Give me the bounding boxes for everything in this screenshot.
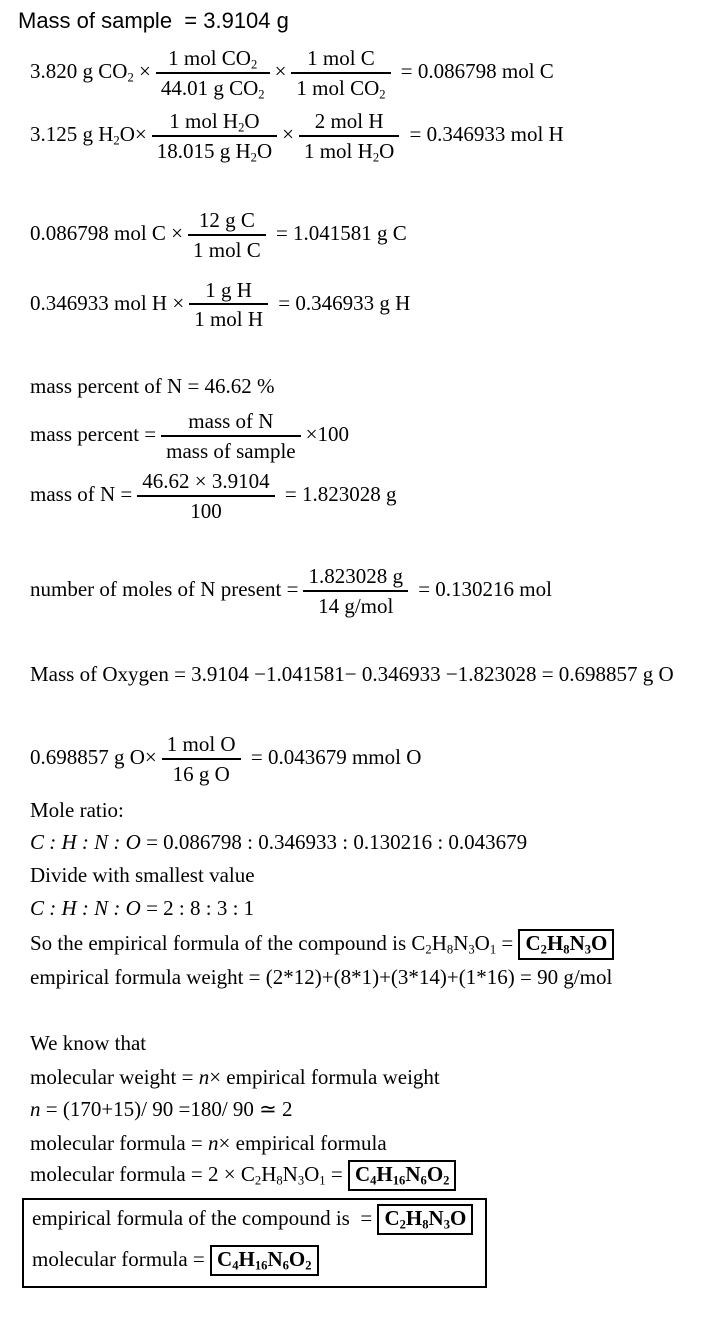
subscript: 8 — [563, 942, 570, 957]
text-run: O× — [119, 122, 147, 147]
subscript: 2 — [127, 70, 134, 85]
mole-ratio-values — [30, 830, 718, 855]
text-run: = 0.086798 : 0.346933 : 0.130216 : 0.043679 — [140, 829, 528, 854]
mass-of-oxygen-equation — [30, 662, 718, 687]
subscript: 2 — [113, 134, 120, 149]
fraction-denominator — [168, 762, 235, 787]
fraction-denominator — [152, 139, 277, 164]
text-run: O — [474, 931, 490, 955]
text-run: empirical formula of the compound is = — [32, 1206, 378, 1231]
subscript: 2 — [379, 87, 386, 102]
subscript: 2 — [238, 121, 245, 135]
fraction-bar — [161, 435, 300, 437]
text-run: 18.015 g H — [156, 139, 251, 164]
fraction-bar — [189, 303, 268, 305]
text-run: O — [426, 1162, 444, 1187]
text-run: 1 mol O — [166, 732, 236, 757]
subscript: 2 — [443, 1173, 450, 1188]
text-run: Divide with smallest value — [30, 863, 255, 888]
page-title: Mass of sample = 3.9104 g — [18, 8, 289, 33]
text-run: O — [379, 139, 395, 164]
fraction-denominator — [291, 76, 390, 101]
text-run: C — [525, 930, 541, 955]
subscript: 2 — [250, 57, 258, 72]
fraction — [161, 409, 300, 464]
fraction-denominator — [299, 139, 399, 164]
text-run: 0.346933 mol H × — [30, 290, 185, 315]
text-run: = — [325, 1162, 348, 1187]
fraction-bar — [299, 135, 399, 137]
subscript: 8 — [446, 942, 454, 957]
text-run: N — [428, 1206, 444, 1231]
fraction-denominator — [189, 307, 268, 332]
subscript: 1 — [319, 1174, 326, 1189]
text-run: × empirical formula — [218, 1130, 387, 1155]
subscript: 1 — [489, 942, 497, 957]
text-run: N — [453, 931, 469, 955]
text-run: We know that — [30, 1031, 147, 1056]
text-run: = 1.041581 g C — [270, 221, 407, 246]
fraction-numerator — [164, 109, 264, 134]
mole-ratio-label — [30, 798, 718, 823]
fraction-numerator — [163, 46, 262, 71]
text-run: O — [288, 1246, 306, 1271]
text-run: H — [431, 931, 447, 955]
molecular-weight-relation — [30, 1065, 718, 1090]
text-run: 44.01 g CO — [160, 75, 259, 100]
text-run: mass percent = — [30, 421, 157, 446]
text-run: = 0.346933 mol H — [404, 122, 564, 147]
fraction-numerator — [137, 469, 274, 494]
fraction — [152, 109, 277, 164]
fraction-numerator — [303, 564, 408, 589]
mass-percent-formula — [30, 409, 718, 464]
text-run: × — [274, 59, 287, 84]
text-run: C — [354, 1162, 371, 1187]
text-run: N — [405, 1162, 421, 1187]
we-know-that-label — [30, 1031, 718, 1056]
fraction-numerator — [302, 46, 380, 71]
text-run: = 1.823028 g — [279, 482, 397, 507]
text-run: mass of N = — [30, 482, 133, 507]
mol-h-from-h2o-equation — [30, 109, 718, 164]
fraction-denominator — [156, 76, 270, 101]
text-run: H — [405, 1206, 423, 1231]
text-run: Mole ratio: — [30, 797, 124, 822]
text-run: 46.62 × 3.9104 — [142, 469, 270, 494]
subscript: 3 — [297, 1174, 305, 1189]
empirical-formula-weight-line — [30, 965, 718, 990]
fraction — [156, 46, 270, 101]
grams-h-equation — [30, 278, 718, 333]
text-run: = 0.086798 mol C — [395, 59, 554, 84]
text-run: H — [546, 930, 564, 955]
text-run: = (170+15)/ 90 =180/ 90 ≃ 2 — [40, 1096, 293, 1121]
boxed-formula — [348, 1160, 457, 1191]
text-run: 3.125 g H — [30, 122, 114, 147]
italic-text-run: n — [30, 1096, 41, 1121]
text-run: 1.823028 g — [308, 563, 403, 588]
text-run: 1 mol H — [303, 139, 373, 164]
italic-text-run: n — [208, 1130, 219, 1155]
subscript: 16 — [254, 1258, 268, 1273]
fraction-bar — [156, 72, 270, 74]
divide-smallest-label — [30, 863, 718, 888]
fraction-bar — [188, 234, 266, 236]
subscript: 3 — [584, 942, 592, 957]
fraction-bar — [137, 495, 274, 497]
text-run: 2 mol H — [314, 109, 384, 134]
solution-lines — [30, 46, 718, 1288]
text-run: = 2 : 8 : 3 : 1 — [140, 896, 255, 921]
fraction-bar — [152, 135, 277, 137]
text-run: 1 mol CO — [296, 75, 380, 100]
fraction-numerator — [200, 278, 257, 303]
mass-percent-n-line — [30, 374, 718, 399]
subscript: 8 — [422, 1217, 429, 1232]
text-run: 1 g H — [205, 277, 252, 302]
fraction-bar — [291, 72, 390, 74]
text-run: O — [591, 930, 608, 955]
fraction-bar — [162, 758, 241, 760]
text-run: 1 mol CO — [168, 45, 251, 70]
text-run: × — [282, 122, 294, 147]
text-run: N — [282, 1162, 298, 1187]
fraction-denominator — [313, 594, 398, 619]
text-run: 3.820 g CO — [30, 59, 128, 84]
moles-of-n-equation — [30, 564, 718, 619]
text-run: molecular formula = — [30, 1130, 209, 1155]
subscript: 2 — [250, 150, 257, 165]
boxed-formula — [518, 929, 614, 960]
boxed-formula — [210, 1245, 319, 1276]
text-run: = 0.130216 mol — [412, 576, 552, 601]
fraction — [137, 469, 274, 524]
fraction — [299, 109, 399, 164]
fraction-numerator — [183, 409, 278, 434]
final-answer-box — [22, 1198, 487, 1288]
text-run: H — [238, 1246, 255, 1271]
subscript: 16 — [392, 1173, 406, 1188]
subscript: 2 — [425, 942, 432, 957]
subscript: 2 — [305, 1258, 312, 1273]
fraction-denominator — [161, 439, 300, 464]
fraction-numerator — [310, 109, 389, 134]
text-run: 1 mol H — [194, 307, 264, 332]
text-run: 0.086798 mol C × — [30, 221, 184, 246]
text-run: O — [244, 109, 260, 134]
subscript: 6 — [420, 1173, 427, 1188]
fraction-bar — [303, 590, 408, 592]
subscript: 3 — [468, 942, 475, 957]
text-run: So the empirical formula of the compound is C — [30, 931, 426, 955]
text-run: 12 g C — [198, 208, 255, 233]
fraction-denominator — [185, 499, 227, 524]
text-run: molecular formula = — [32, 1247, 211, 1272]
text-run: C — [217, 1246, 233, 1271]
text-run: number of moles of N present = — [30, 576, 299, 601]
text-run: H — [376, 1162, 393, 1187]
italic-text-run: C : H : N : O — [30, 829, 141, 854]
text-run: 100 — [190, 499, 222, 524]
text-run: = — [496, 931, 519, 955]
subscript: 2 — [254, 1174, 262, 1189]
mole-ratio-simplified — [30, 896, 718, 921]
n-calculation — [30, 1097, 718, 1122]
text-run: 1 mol C — [307, 45, 375, 70]
text-run: 16 g O — [172, 761, 230, 786]
fraction — [189, 278, 268, 333]
text-run: mass of sample — [166, 438, 296, 463]
text-run: empirical formula weight = (2*12)+(8*1)+(3*14)+(1*16) = 90 g/mol — [30, 964, 613, 989]
fraction-numerator — [162, 732, 241, 757]
grams-c-equation — [30, 208, 718, 263]
text-run: molecular weight = — [30, 1065, 199, 1090]
text-run: ×100 — [305, 421, 349, 446]
boxed-formula — [377, 1204, 473, 1235]
italic-text-run: C : H : N : O — [30, 896, 141, 921]
subscript: 2 — [258, 87, 265, 102]
empirical-formula-line — [30, 931, 718, 960]
fraction — [303, 564, 408, 619]
text-run: H — [261, 1162, 277, 1187]
fraction-numerator — [194, 208, 260, 233]
text-run: = 0.043679 mmol O — [245, 745, 422, 770]
text-run: Mass of Oxygen = 3.9104 −1.041581− 0.346933 −1.823028 = 0.698857 g O — [30, 662, 674, 687]
mol-c-from-co2-equation — [30, 46, 718, 101]
italic-text-run: n — [198, 1065, 210, 1090]
text-run: C — [384, 1206, 400, 1231]
text-run: 1 mol H — [169, 109, 239, 134]
mol-o-equation — [30, 732, 718, 787]
fraction — [188, 208, 266, 263]
subscript: 6 — [282, 1258, 289, 1273]
mass-of-n-equation — [30, 469, 718, 524]
subscript: 2 — [399, 1217, 406, 1232]
text-run: O — [450, 1206, 467, 1231]
fraction — [291, 46, 390, 101]
subscript: 4 — [232, 1258, 239, 1273]
subscript: 4 — [370, 1173, 377, 1188]
molecular-formula-relation — [30, 1131, 718, 1156]
text-run: × empirical formula weight — [209, 1065, 440, 1090]
subscript: 2 — [372, 150, 380, 165]
text-run: molecular formula = 2 × C — [30, 1162, 255, 1187]
text-run: 0.698857 g O× — [30, 745, 157, 770]
text-run: = 0.346933 g H — [273, 290, 411, 315]
fraction-denominator — [188, 238, 266, 263]
final-molecular-formula — [32, 1247, 473, 1276]
text-run: O — [304, 1162, 320, 1187]
molecular-formula-line — [30, 1162, 718, 1191]
fraction — [162, 732, 241, 787]
text-run: 1 mol C — [193, 237, 261, 262]
text-run: × — [133, 59, 151, 84]
text-run: 14 g/mol — [318, 593, 394, 618]
text-run: N — [267, 1246, 283, 1271]
subscript: 8 — [276, 1174, 283, 1189]
text-run: N — [569, 930, 585, 955]
final-empirical-formula — [32, 1206, 473, 1235]
subscript: 2 — [540, 942, 547, 957]
text-run: O — [256, 139, 273, 164]
text-run: mass of N — [188, 408, 274, 433]
text-run: mass percent of N = 46.62 % — [30, 374, 275, 399]
subscript: 3 — [443, 1217, 451, 1232]
